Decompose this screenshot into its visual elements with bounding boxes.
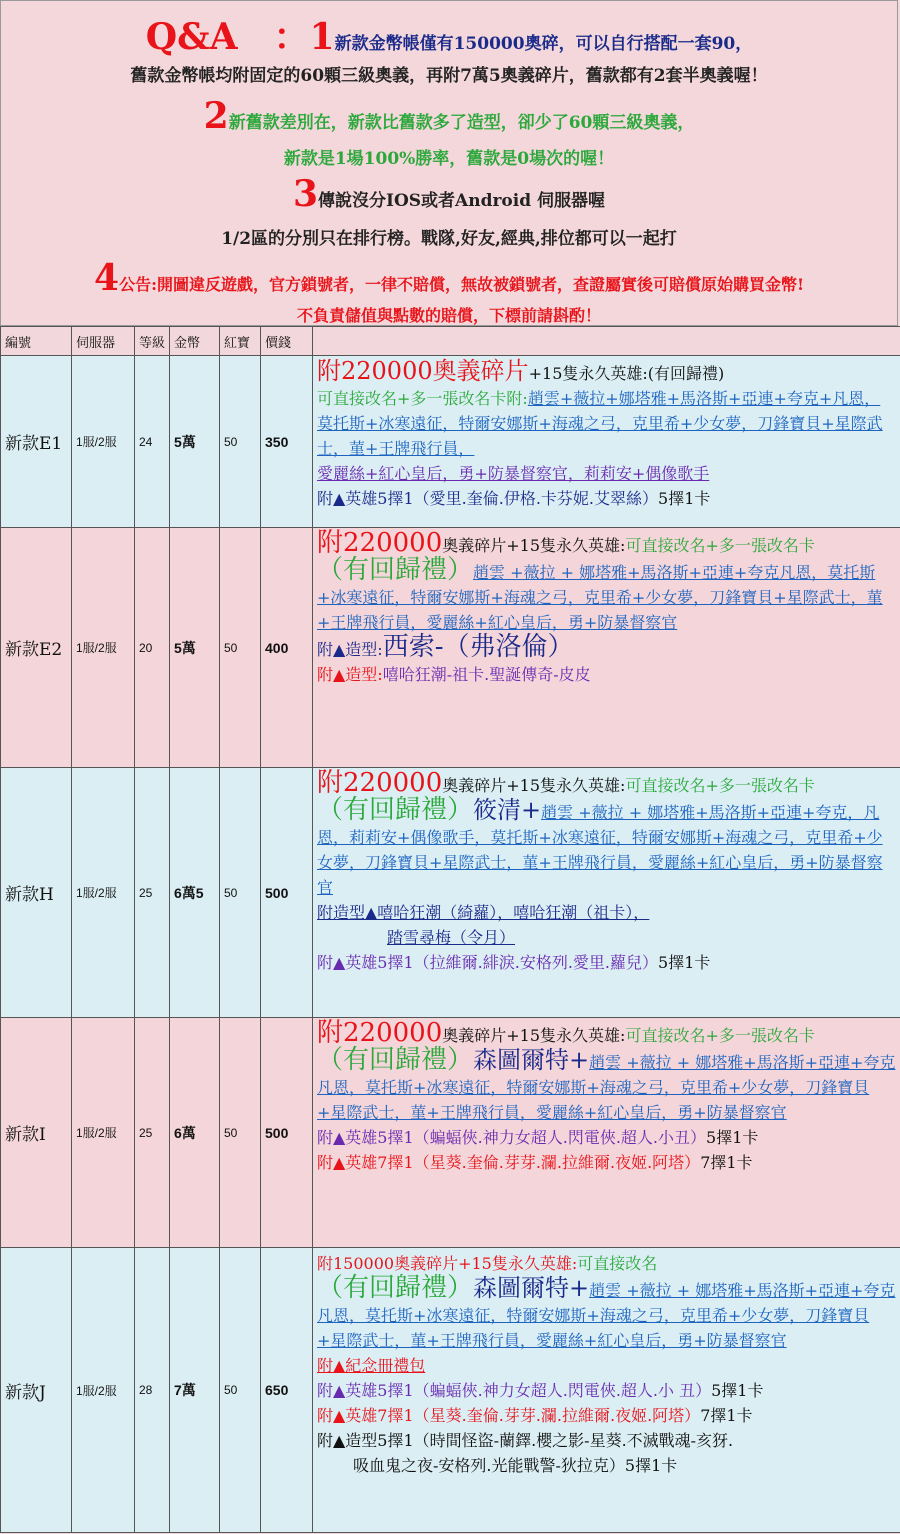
qa-line-8: 不負責儲值與點數的賠償，下標前請斟酌！	[296, 306, 601, 325]
row-description: 附150000奧義碎片+15隻永久英雄:可直接改名 （有回歸禮）森圖爾特+趙雲 +薇拉 + 娜塔雅+馬洛斯+亞連+夸克凡恩，莫托斯+冰寒遠征，特爾安娜斯+海魂之弓，克里希+少女夢，刀鋒寶貝+星際武士，菫+王牌飛行員，愛麗絲+紅心皇后，勇+防暴督察官 附▲紀念冊禮包 附▲英雄5擇1（蝙蝠俠.神力女超人.閃電俠.超人.小 丑）5擇1卡 附▲英雄7擇1（星葵.奎倫.芽芽.瀾.拉維爾.夜姬.阿塔）7擇1卡 附▲造型5擇1（時間怪盜-蘭鐸.櫻之影-星葵.不滅戰魂-亥犽. 吸血鬼之夜-安格列.光能戰警-狄拉克）5擇1卡	[313, 1248, 900, 1533]
row-description: 附220000奧義碎片+15隻永久英雄:可直接改名+多一張改名卡 （有回歸禮）筱清+趙雲 +薇拉 + 娜塔雅+馬洛斯+亞連+夸克，凡恩，莉莉安+偶像歌手，莫托斯+冰寒遠征，特爾安娜斯+海魂之弓，克里希+少女夢，刀鋒寶貝+星際武士，菫+王牌飛行員，愛麗絲+紅心皇后，勇+防暴督察官 附造型▲嘻哈狂潮（綺蘿），嘻哈狂潮（祖卡）， 踏雪尋梅（令月） 附▲英雄5擇1（拉維爾.緋淚.安格列.愛里.蘿兒）5擇1卡	[313, 768, 900, 1018]
table-row: 新款H 1服/2服 25 6萬5 50 500 附220000奧義碎片+15隻永久英雄:可直接改名+多一張改名卡 （有回歸禮）筱清+趙雲 +薇拉 + 娜塔雅+馬洛斯+亞連+夸克，凡恩，莉莉安+偶像歌手，莫托斯+冰寒遠征，特爾安娜斯+海魂之弓，克里希+少女夢，刀鋒寶貝+星際武士，菫+王牌飛行員，愛麗絲+紅心皇后，勇+防暴督察官 附造型▲嘻哈狂潮（綺蘿），嘻哈狂潮（祖卡）， 踏雪尋梅（令月） 附▲英雄5擇1（拉維爾.緋淚.安格列.愛里.蘿兒）5擇1卡	[1, 768, 900, 1018]
account-table	[0, 326, 900, 1533]
table-row: 新款E1 1服/2服 24 5萬 50 350 附220000奧義碎片+15隻永久英雄:(有回歸禮) 可直接改名+多一張改名卡附:趙雲+薇拉+娜塔雅+馬洛斯+亞連+夸克+凡恩，莫托斯+冰寒遠征，特爾安娜斯+海魂之弓，克里希+少女夢，刀鋒寶貝+星際武士，菫+王牌飛行員， 愛麗絲+紅心皇后，勇+防暴督察官，莉莉安+偶像歌手 附▲英雄5擇1（愛里.奎倫.伊格.卡芬妮.艾翠絲）5擇1卡	[1, 356, 900, 528]
qa-line-6: 1/2區的分別只在排行榜。戰隊,好友,經典,排位都可以一起打	[221, 229, 677, 249]
table-row: 新款J 1服/2服 28 7萬 50 650 附150000奧義碎片+15隻永久英雄:可直接改名 （有回歸禮）森圖爾特+趙雲 +薇拉 + 娜塔雅+馬洛斯+亞連+夸克凡恩，莫托斯+冰寒遠征，特爾安娜斯+海魂之弓，克里希+少女夢，刀鋒寶貝+星際武士，菫+王牌飛行員，愛麗絲+紅心皇后，勇+防暴督察官 附▲紀念冊禮包 附▲英雄5擇1（蝙蝠俠.神力女超人.閃電俠.超人.小 丑）5擇1卡 附▲英雄7擇1（星葵.奎倫.芽芽.瀾.拉維爾.夜姬.阿塔）7擇1卡 附▲造型5擇1（時間怪盜-蘭鐸.櫻之影-星葵.不滅戰魂-亥犽. 吸血鬼之夜-安格列.光能戰警-狄拉克）5擇1卡	[1, 1248, 900, 1533]
col-ruby: 紅寶	[220, 327, 261, 356]
col-desc	[313, 327, 900, 356]
qa-notice-panel	[0, 0, 898, 326]
qa-line-1: Q&A ：1新款金幣帳僅有150000奧碎，可以自行搭配一套90，	[145, 16, 753, 58]
col-server: 伺服器	[72, 327, 135, 356]
qa-line-2: 舊款金幣帳均附固定的60顆三級奧義，再附7萬5奧義碎片，舊款都有2套半奧義喔！	[130, 66, 768, 86]
qa-line-7: 4公告:開圖違反遊戲，官方鎖號者，一律不賠償，無故被鎖號者，查證屬實後可賠償原始購買金幣!	[94, 257, 804, 299]
row-description: 附220000奧義碎片+15隻永久英雄:(有回歸禮) 可直接改名+多一張改名卡附:趙雲+薇拉+娜塔雅+馬洛斯+亞連+夸克+凡恩，莫托斯+冰寒遠征，特爾安娜斯+海魂之弓，克里希+少女夢，刀鋒寶貝+星際武士，菫+王牌飛行員， 愛麗絲+紅心皇后，勇+防暴督察官，莉莉安+偶像歌手 附▲英雄5擇1（愛里.奎倫.伊格.卡芬妮.艾翠絲）5擇1卡	[313, 356, 900, 528]
col-level: 等級	[135, 327, 170, 356]
row-description: 附220000奧義碎片+15隻永久英雄:可直接改名+多一張改名卡 （有回歸禮）趙雲 +薇拉 + 娜塔雅+馬洛斯+亞連+夸克凡恩，莫托斯+冰寒遠征，特爾安娜斯+海魂之弓，克里希+少女夢，刀鋒寶貝+星際武士，菫+王牌飛行員，愛麗絲+紅心皇后，勇+防暴督察官 附▲造型:西索-（弗洛倫） 附▲造型:嘻哈狂潮-祖卡.聖誕傳奇-皮皮	[313, 528, 900, 768]
col-code: 編號	[1, 327, 72, 356]
row-description: 附220000奧義碎片+15隻永久英雄:可直接改名+多一張改名卡 （有回歸禮）森圖爾特+趙雲 +薇拉 + 娜塔雅+馬洛斯+亞連+夸克凡恩，莫托斯+冰寒遠征，特爾安娜斯+海魂之弓，克里希+少女夢，刀鋒寶貝+星際武士，菫+王牌飛行員，愛麗絲+紅心皇后，勇+防暴督察官 附▲英雄5擇1（蝙蝠俠.神力女超人.閃電俠.超人.小丑）5擇1卡 附▲英雄7擇1（星葵.奎倫.芽芽.瀾.拉維爾.夜姬.阿塔）7擇1卡	[313, 1018, 900, 1248]
col-gold: 金幣	[170, 327, 220, 356]
qa-line-4: 新款是1場100%勝率，舊款是0場次的喔！	[283, 149, 615, 169]
table-header	[1, 327, 900, 356]
table-row: 新款E2 1服/2服 20 5萬 50 400 附220000奧義碎片+15隻永久英雄:可直接改名+多一張改名卡 （有回歸禮）趙雲 +薇拉 + 娜塔雅+馬洛斯+亞連+夸克凡恩，莫托斯+冰寒遠征，特爾安娜斯+海魂之弓，克里希+少女夢，刀鋒寶貝+星際武士，菫+王牌飛行員，愛麗絲+紅心皇后，勇+防暴督察官 附▲造型:西索-（弗洛倫） 附▲造型:嘻哈狂潮-祖卡.聖誕傳奇-皮皮	[1, 528, 900, 768]
table-row: 新款I 1服/2服 25 6萬 50 500 附220000奧義碎片+15隻永久英雄:可直接改名+多一張改名卡 （有回歸禮）森圖爾特+趙雲 +薇拉 + 娜塔雅+馬洛斯+亞連+夸克凡恩，莫托斯+冰寒遠征，特爾安娜斯+海魂之弓，克里希+少女夢，刀鋒寶貝+星際武士，菫+王牌飛行員，愛麗絲+紅心皇后，勇+防暴督察官 附▲英雄5擇1（蝙蝠俠.神力女超人.閃電俠.超人.小丑）5擇1卡 附▲英雄7擇1（星葵.奎倫.芽芽.瀾.拉維爾.夜姬.阿塔）7擇1卡	[1, 1018, 900, 1248]
col-price: 價錢	[261, 327, 313, 356]
qa-line-3: 2新舊款差別在，新款比舊款多了造型，卻少了60顆三級奧義，	[203, 95, 695, 137]
qa-line-5: 3傳說沒分IOS或者Android 伺服器喔	[292, 173, 606, 215]
